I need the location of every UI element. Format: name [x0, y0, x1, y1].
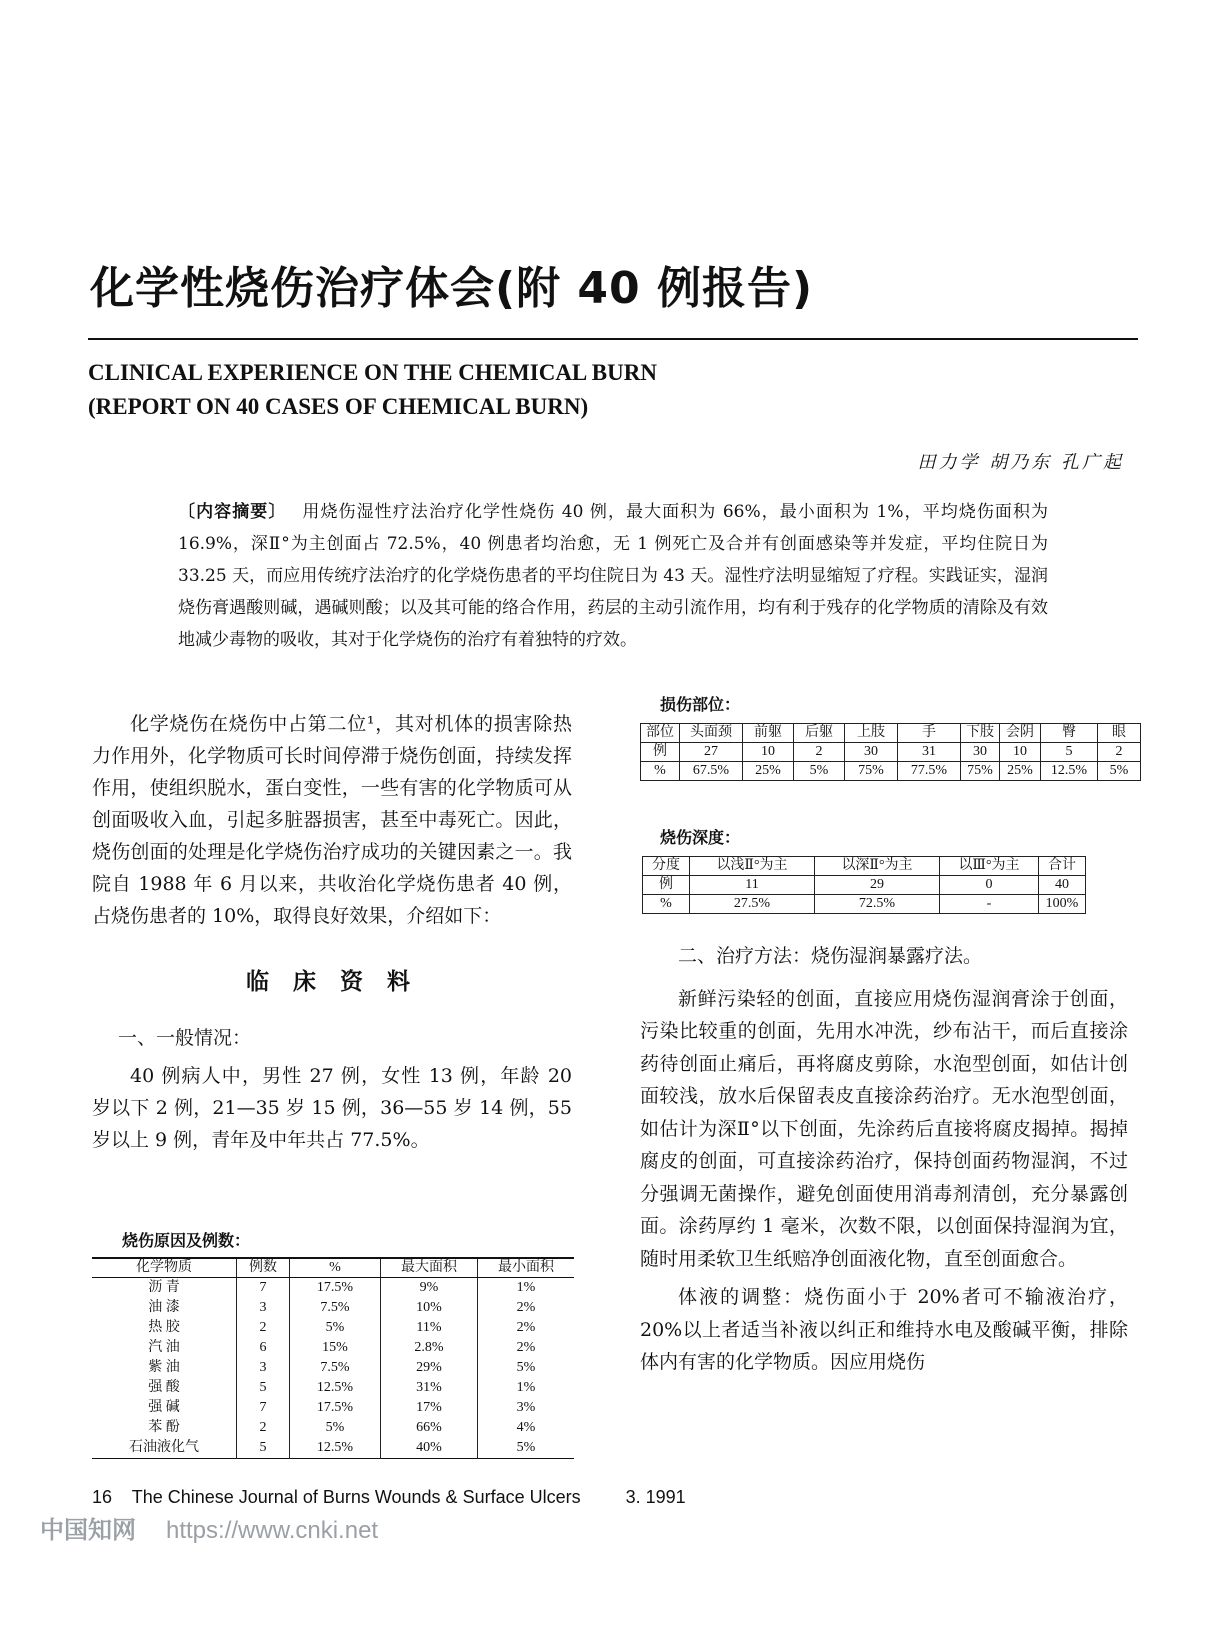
- table-row: [641, 743, 1141, 762]
- table-cell: 臀: [1041, 724, 1098, 743]
- watermark-brand: 中国知网: [40, 1517, 136, 1544]
- table-cell: 分度: [643, 857, 690, 876]
- table-cell: 以浅Ⅱ°为主: [690, 857, 815, 876]
- table-cell: 30: [845, 743, 898, 762]
- table-cell: 2%: [478, 1318, 575, 1338]
- table-cell: 40%: [381, 1438, 478, 1459]
- table-cell: 油 漆: [148, 1300, 180, 1315]
- table-cell: 上肢: [845, 724, 898, 743]
- table-row: [92, 1438, 574, 1459]
- section-heading: 临 床 资 料: [245, 969, 419, 995]
- table-cell: 12.5%: [1041, 762, 1098, 781]
- table-cell: 66%: [381, 1418, 478, 1438]
- cause-table-block: [92, 1228, 574, 1459]
- table-cell: 100%: [1039, 895, 1086, 914]
- title-divider: [88, 338, 1138, 340]
- table-header: 例数: [237, 1258, 290, 1278]
- table-cell: 5%: [1098, 762, 1141, 781]
- table-row: [92, 1298, 574, 1318]
- table-cell: 紫 油: [148, 1360, 180, 1375]
- authors: 田力学 胡乃东 孔广起: [917, 452, 1124, 473]
- table-cell: %: [641, 762, 680, 781]
- table-row: [92, 1318, 574, 1338]
- table-cell: 25%: [743, 762, 794, 781]
- table-cell: 前躯: [743, 724, 794, 743]
- depth-table-caption: 烧伤深度：: [660, 828, 741, 847]
- table-cell: 77.5%: [898, 762, 961, 781]
- table-cell: 9%: [381, 1278, 478, 1299]
- cause-table: [92, 1257, 574, 1459]
- table-cell: 热 胶: [148, 1320, 180, 1335]
- table-cell: 12.5%: [290, 1438, 381, 1459]
- table-cell: 75%: [961, 762, 1000, 781]
- table-cell: 17.5%: [290, 1278, 381, 1299]
- table-header-row: [92, 1258, 574, 1278]
- table-cell: 5%: [478, 1438, 575, 1459]
- table-cell: 5: [237, 1378, 290, 1398]
- table-cell: 例: [641, 743, 680, 762]
- table-cell: 5%: [290, 1318, 381, 1338]
- table-cell: 27: [680, 743, 743, 762]
- issue-number: 3. 1991: [625, 1487, 686, 1507]
- table-cell: 5%: [794, 762, 845, 781]
- table-row: [641, 762, 1141, 781]
- table-cell: 31: [898, 743, 961, 762]
- table-header: 最大面积: [381, 1258, 478, 1278]
- table-cell: 3: [237, 1358, 290, 1378]
- table-cell: 后躯: [794, 724, 845, 743]
- table-row: [92, 1378, 574, 1398]
- table-cell: 以深Ⅱ°为主: [815, 857, 940, 876]
- table-cell: 6: [237, 1338, 290, 1358]
- table-cell: 沥 青: [148, 1280, 180, 1295]
- table-cell: 10: [743, 743, 794, 762]
- table-cell: 17%: [381, 1398, 478, 1418]
- table-cell: 2: [237, 1418, 290, 1438]
- table-cell: 下肢: [961, 724, 1000, 743]
- treatment-heading: 二、治疗方法：烧伤湿润暴露疗法。: [678, 945, 983, 967]
- abstract-text: 用烧伤湿性疗法治疗化学性烧伤 40 例，最大面积为 66%，最小面积为 1%，平均烧伤面积为 16.9%，深Ⅱ°为主创面占 72.5%，40 例患者均治愈，无 1 例死亡及合并有创面感染等并发症，平均住院日为 33.25 天，而应用传统疗法治疗的化学烧伤患者的平均住院日为 43 天。湿性疗法明显缩短了疗程。实践证实，湿润烧伤膏遇酸则碱，遇碱则酸；以及其可能的络合作用，药层的主动引流作用，均有利于残存的化学物质的清除及有效地减少毒物的吸收，其对于化学烧伤的治疗有着独特的疗效。: [178, 502, 1049, 650]
- english-title-line-2: (REPORT ON 40 CASES OF CHEMICAL BURN): [88, 394, 589, 419]
- table-cell: 5: [237, 1438, 290, 1459]
- table-cell: 石油液化气: [129, 1440, 199, 1455]
- table-cell: -: [940, 895, 1039, 914]
- table-cell: 强 碱: [148, 1400, 180, 1415]
- table-cell: 29: [815, 876, 940, 895]
- table-cell: 7.5%: [290, 1298, 381, 1318]
- site-table-caption: 损伤部位：: [660, 695, 741, 714]
- site-table-block: [640, 695, 1141, 781]
- table-row: [92, 1418, 574, 1438]
- table-cell: 5: [1041, 743, 1098, 762]
- table-cell: 1%: [478, 1278, 575, 1299]
- table-cell: 以Ⅲ°为主: [940, 857, 1039, 876]
- table-cell: 75%: [845, 762, 898, 781]
- table-cell: 5%: [478, 1358, 575, 1378]
- table-cell: 会阴: [1000, 724, 1041, 743]
- cause-table-body: [92, 1278, 574, 1459]
- table-cell: 2: [1098, 743, 1141, 762]
- english-title: [88, 356, 657, 424]
- table-cell: 2%: [478, 1298, 575, 1318]
- table-cell: 11: [690, 876, 815, 895]
- intro-paragraph: 化学烧伤在烧伤中占第二位¹，其对机体的损害除热力作用外，化学物质可长时间停滞于烧伤创面，持续发挥作用，使组织脱水，蛋白变性，一些有害的化学物质可从创面吸收入血，引起多脏器损害，甚至中毒死亡。因此，烧伤创面的处理是化学烧伤治疗成功的关键因素之一。我院自 1988 年 6 月以来，共收治化学烧伤患者 40 例，占烧伤患者的 10%，取得良好效果，介绍如下：: [92, 713, 572, 927]
- table-cell: 29%: [381, 1358, 478, 1378]
- table-cell: 15%: [290, 1338, 381, 1358]
- abstract-label: 〔内容摘要〕: [178, 502, 287, 522]
- table-cell: 0: [940, 876, 1039, 895]
- table-header: %: [290, 1258, 381, 1278]
- table-cell: 头面颈: [680, 724, 743, 743]
- abstract: [178, 496, 1048, 656]
- page-title: 化学性烧伤治疗体会(附 40 例报告): [90, 263, 814, 314]
- table-cell: 1%: [478, 1378, 575, 1398]
- table-cell: 强 酸: [148, 1380, 180, 1395]
- table-cell: 72.5%: [815, 895, 940, 914]
- table-cell: 31%: [381, 1378, 478, 1398]
- page-number: 16: [92, 1487, 113, 1507]
- table-row: [92, 1398, 574, 1418]
- table-cell: 苯 酚: [148, 1420, 180, 1435]
- table-row: [643, 876, 1086, 895]
- journal-name: The Chinese Journal of Burns Wounds & Surface Ulcers: [131, 1487, 581, 1507]
- table-cell: 5%: [290, 1418, 381, 1438]
- site-table: [640, 723, 1141, 781]
- table-cell: 30: [961, 743, 1000, 762]
- table-cell: 汽 油: [148, 1340, 180, 1355]
- watermark-url: https://www.cnki.net: [166, 1517, 379, 1544]
- table-cell: 手: [898, 724, 961, 743]
- english-title-line-1: CLINICAL EXPERIENCE ON THE CHEMICAL BURN: [88, 360, 657, 385]
- table-cell: 2.8%: [381, 1338, 478, 1358]
- depth-table: [642, 856, 1086, 914]
- table-cell: 3%: [478, 1398, 575, 1418]
- page-footer: [92, 1487, 686, 1508]
- table-row: [92, 1358, 574, 1378]
- table-cell: 10: [1000, 743, 1041, 762]
- left-column: [92, 708, 572, 1156]
- table-cell: 17.5%: [290, 1398, 381, 1418]
- table-row: [92, 1278, 574, 1299]
- table-cell: 合计: [1039, 857, 1086, 876]
- table-cell: 27.5%: [690, 895, 815, 914]
- table-cell: 25%: [1000, 762, 1041, 781]
- cnki-watermark: [40, 1510, 378, 1545]
- right-column: [640, 940, 1128, 1379]
- table-cell: 2: [237, 1318, 290, 1338]
- table-cell: %: [643, 895, 690, 914]
- table-header-row: [641, 724, 1141, 743]
- table-header: 化学物质: [92, 1258, 237, 1278]
- table-row: [643, 895, 1086, 914]
- cause-table-caption: 烧伤原因及例数：: [122, 1231, 251, 1250]
- table-header: 最小面积: [478, 1258, 575, 1278]
- general-heading: 一、一般情况：: [118, 1027, 252, 1049]
- table-cell: 部位: [641, 724, 680, 743]
- treatment-paragraph-1: 新鲜污染轻的创面，直接应用烧伤湿润膏涂于创面，污染比较重的创面，先用水冲洗，纱布沾干，而后直接涂药待创面止痛后，再将腐皮剪除，水泡型创面，如估计创面较浅，放水后保留表皮直接涂药治疗。无水泡型创面，如估计为深Ⅱ°以下创面，先涂药后直接将腐皮揭掉。揭掉腐皮的创面，可直接涂药治疗，保持创面药物湿润，不过分强调无菌操作，避免创面使用消毒剂清创，充分暴露创面。涂药厚约 1 毫米，次数不限，以创面保持湿润为宜，随时用柔软卫生纸赔净创面液化物，直至创面愈合。: [640, 987, 1128, 1270]
- general-paragraph: 40 例病人中，男性 27 例，女性 13 例，年龄 20 岁以下 2 例，21—35 岁 15 例，36—55 岁 14 例，55 岁以上 9 例，青年及中年共占 77.5%。: [92, 1065, 572, 1151]
- table-cell: 7: [237, 1398, 290, 1418]
- table-cell: 7.5%: [290, 1358, 381, 1378]
- table-row: [92, 1338, 574, 1358]
- table-cell: 11%: [381, 1318, 478, 1338]
- table-cell: 3: [237, 1298, 290, 1318]
- table-header-row: [643, 857, 1086, 876]
- table-cell: 2: [794, 743, 845, 762]
- table-cell: 例: [643, 876, 690, 895]
- table-cell: 7: [237, 1278, 290, 1299]
- table-cell: 67.5%: [680, 762, 743, 781]
- table-cell: 眼: [1098, 724, 1141, 743]
- depth-table-block: [642, 828, 1086, 914]
- treatment-paragraph-2: 体液的调整：烧伤面小于 20%者可不输液治疗，20%以上者适当补液以纠正和维持水电及酸碱平衡，排除体内有害的化学物质。因应用烧伤: [640, 1286, 1128, 1373]
- table-cell: 12.5%: [290, 1378, 381, 1398]
- table-cell: 40: [1039, 876, 1086, 895]
- table-cell: 4%: [478, 1418, 575, 1438]
- table-cell: 10%: [381, 1298, 478, 1318]
- table-cell: 2%: [478, 1338, 575, 1358]
